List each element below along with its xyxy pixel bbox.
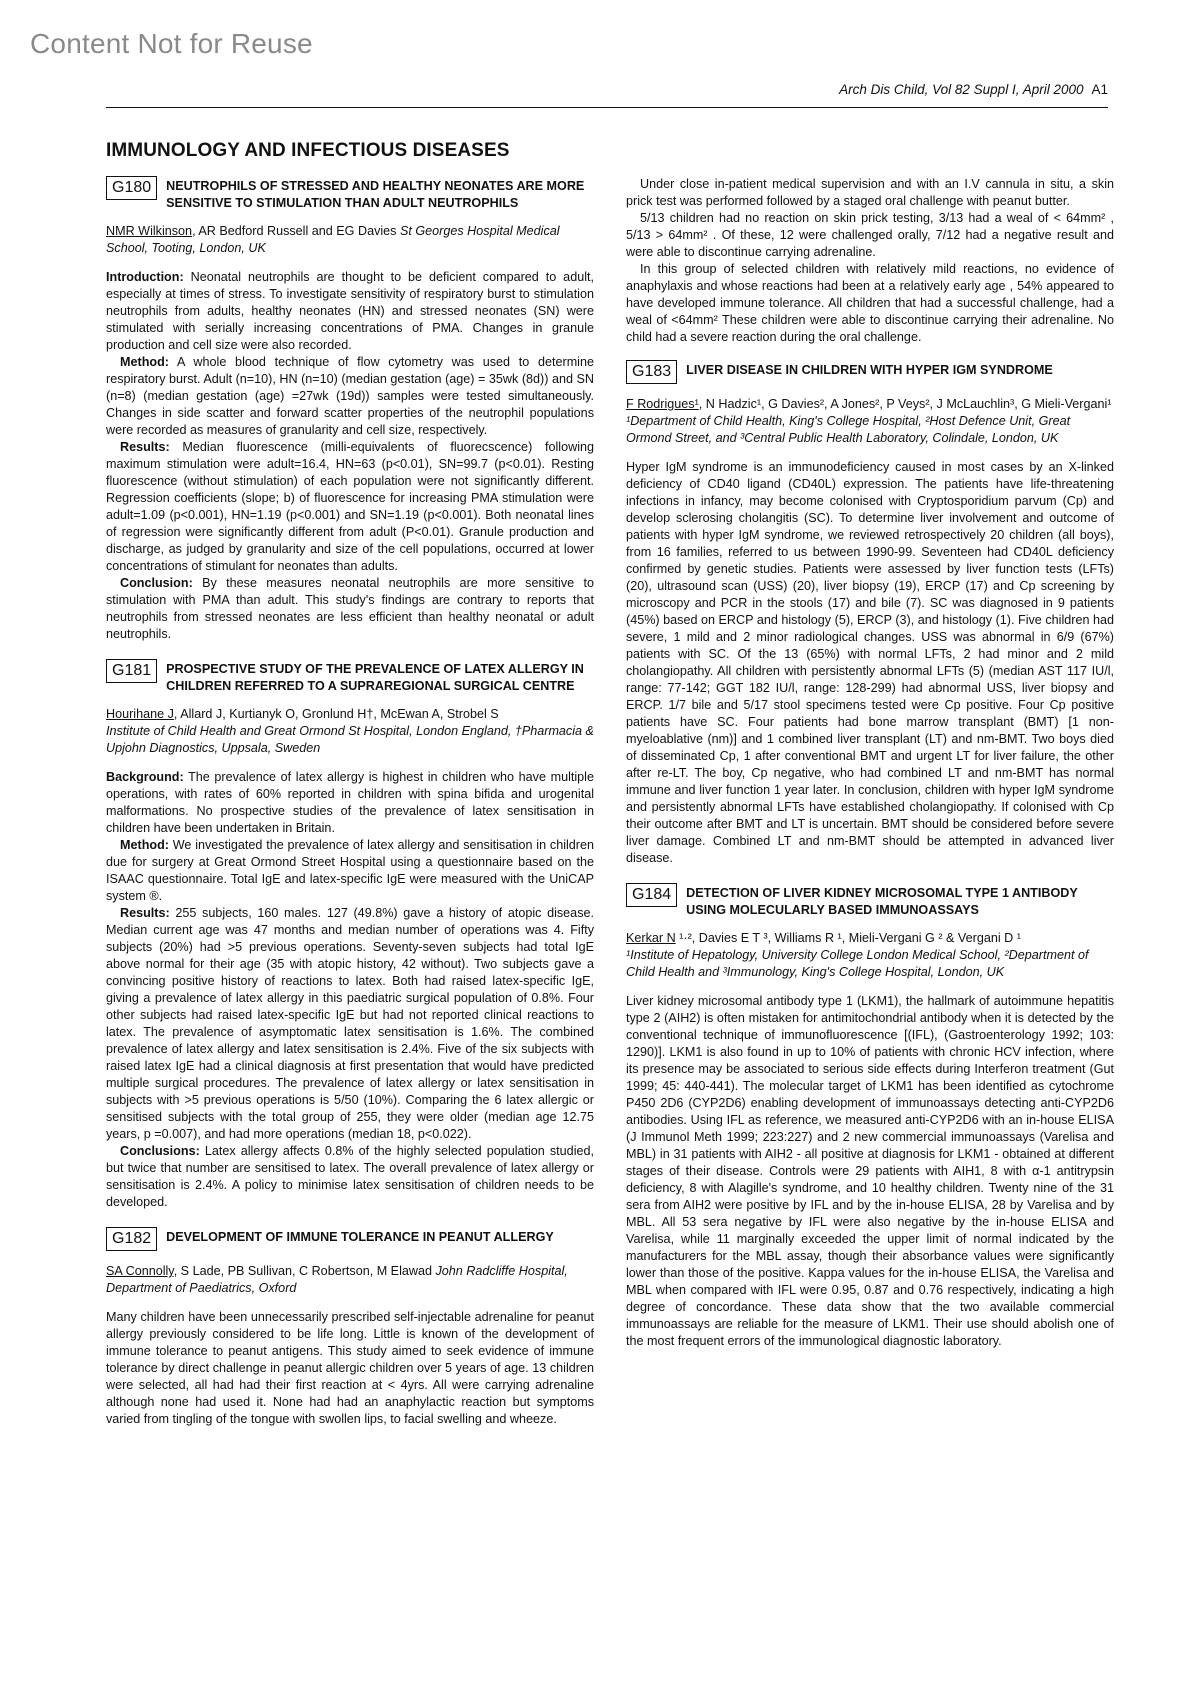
method-text: A whole blood technique of flow cytometry was used to determine respiratory burst. Adult (n=10), HN (n=10) (median gestation (age) = 35wk (8d)) and SN (n=8) (median gestation (age) =27wk (19d)) samples were tested simultaneously. Changes in side scatter and forward scatter properties of the neutrophil populations were recorded as measures of granularity and cell size, respectively. — [106, 355, 594, 437]
results-label: Results: — [120, 440, 170, 454]
journal-citation: Arch Dis Child, Vol 82 Suppl I, April 2000 — [839, 82, 1084, 97]
results-text: 255 subjects, 160 males. 127 (49.8%) gave a history of atopic disease. Median current age was 47 months and median number of operations was 4. Fifty subjects (20%) had >5 previous operations. Seventy-seven subjects had total IgE above normal for their age (35 with atopic history, 42 without). Two subjects gave a convincing positive history of reactions to latex. Both had raised latex-specific IgE, giving a prevalence of latex allergy in this paediatric surgical population of 0.8%. Four other subjects had raised latex-specific IgE but had not reported clinical reactions to latex. The prevalence of asymptomatic latex sensitisation is 1.6%. The combined prevalence of latex allergy and latex sensitisation is 2.4%. Five of the six subjects with raised latex IgE had a clinical diagnosis at first presentation that would have predicted multiple surgical procedures. The prevalence of latex allergy or latex sensitisation in subjects with >5 previous operations is 5/50 (10%). Comparing the 6 latex allergic or sensitised subjects with the total group of 255, they were older (median age 12.75 years, p =0.007), and had more operations (median 18, p<0.022). — [106, 906, 594, 1141]
presenting-author: Hourihane J — [106, 707, 174, 721]
abstract-header — [106, 1227, 594, 1251]
right-column — [626, 176, 1114, 1366]
conclusions-paragraph — [106, 1143, 594, 1211]
institution: Institute of Child Health and Great Ormond St Hospital, London England, †Pharmacia & Upjohn Diagnostics, Uppsala, Sweden — [106, 724, 594, 755]
body-paragraph: 5/13 children had no reaction on skin prick testing, 3/13 had a weal of < 64mm² , 5/13 > 64mm² . Of these, 12 were challenged orally, 7/12 had a negative result and were able to discontinue carrying adrenaline. — [626, 211, 1114, 259]
results-label: Results: — [120, 906, 170, 920]
abstract-g181 — [106, 659, 594, 1211]
body-paragraph: Under close in-patient medical supervision and with an I.V cannula in situ, a skin prick test was performed followed by a staged oral challenge with peanut butter. — [626, 177, 1114, 208]
co-authors: , S Lade, PB Sullivan, C Robertson, M Elawad — [173, 1264, 436, 1278]
author-line — [626, 930, 1114, 981]
method-label: Method: — [120, 355, 169, 369]
body-paragraph: Liver kidney microsomal antibody type 1 (LKM1), the hallmark of autoimmune hepatitis type 2 (AIH2) is often mistaken for antimitochondrial antibody when it is detected by the conventional technique of immunofluorescence [(IFL), (Gastroenterology 1992; 103: 1290)]. LKM1 is also found in up to 10% of patients with chronic HCV infection, where its presence may be associated to serious side effects during Interferon treatment (Gut 1999; 45: 440-441). The molecular target of LKM1 has been identified as cytochrome P450 2D6 (CYP2D6) enabling development of immunoassays detecting anti-CYP2D6 antibodies. Using IFL as reference, we measured anti-CYP2D6 with an in-house ELISA (J Immunol Meth 1999; 223:227) and 2 new commercial immunoassays (Varelisa and MBL) in 31 patients with AIH2 - all positive at diagnosis for LKM1 - obtained at different stages of their disease. Controls were 29 patients with AIH1, 8 with α-1 antitrypsin deficiency, 8 with Alagille's syndrome, and 10 healthy children. Twenty nine of the 31 sera from AIH2 were positive by IFL and by the in-house ELISA, 28 by Varelisa and by MBL. All 53 sera negative by IFL were also negative by the in-house ELISA and Varelisa, while 11 marginally exceeded the upper limit of normal indicated by the manufacturers for the MBL assay, though their absorbance values were significantly lower than those of the positive. Kappa values for the in-house ELISA, the Varelisa and MBL when compared with IFL were 0.95, 0.87 and 0.76 respectively, indicating a high degree of concordance. These data show that the two available commercial immunoassays are reliable for the measure of LKM1. Their use should abolish one of the most frequent errors of the immunological diagnostic laboratory. — [626, 994, 1114, 1348]
abstract-g180 — [106, 176, 594, 643]
abstract-title: NEUTROPHILS OF STRESSED AND HEALTHY NEONATES ARE MORE SENSITIVE TO STIMULATION THAN ADULT NEUTROPHILS — [166, 179, 585, 210]
results-text: Median fluorescence (milli-equivalents of fluorecscence) following maximum stimulation were adult=16.4, HN=63 (p<0.01), SN=99.7 (p<0.01). Resting fluorescence (without stimulation) of each population were not significantly different. Regression coefficients (slope; b) of fluorescence for increasing PMA stimulation were adult=1.09 (p<0.001), HN=1.19 (p<0.001) and SN=1.19 (p<0.001). Both neonatal lines of regression were significantly different from adult (P<0.01). Granule production and discharge, as judged by granularity and size of the cell populations, occurred at lower concentrations of stimulant for neonates than adults. — [106, 440, 594, 573]
presenting-author: SA Connolly — [106, 1264, 174, 1278]
co-authors: , N Hadzic¹, G Davies², A Jones², P Veys², J McLauchlin³, G Mieli-Vergani¹ — [698, 397, 1112, 411]
header-rule — [106, 107, 1108, 108]
author-line — [106, 706, 594, 757]
abstract-id: G183 — [626, 360, 677, 384]
abstract-g182 — [106, 1227, 594, 1428]
method-paragraph — [106, 354, 594, 439]
body-paragraph: Many children have been unnecessarily prescribed self-injectable adrenaline for peanut allergy previously considered to be life long. Little is known of the development of immune tolerance to peanut antigens. This study aimed to seek evidence of immune tolerance by direct challenge in peanut allergic children over 5 years of age. 13 children were selected, all had had their first reaction at < 4yrs. All were carrying adrenaline although none had used it. None had had an anaphylactic reaction but symptoms varied from tingling of the tongue with swollen lips, to facial swelling and wheeze. — [106, 1310, 594, 1426]
presenting-author: Kerkar N — [626, 931, 676, 945]
abstract-id: G181 — [106, 659, 157, 683]
author-line — [626, 396, 1114, 447]
presenting-author: F Rodrigues¹ — [626, 397, 699, 411]
results-paragraph — [106, 439, 594, 575]
abstract-id: G180 — [106, 176, 157, 200]
abstract-g182-continued — [626, 176, 1114, 346]
presenting-author: NMR Wilkinson — [106, 224, 193, 238]
method-text: We investigated the prevalence of latex allergy and sensitisation in children due for surgery at Great Ormond Street Hospital using a questionnaire based on the ISAAC questionnaire. Total IgE and latex-specific IgE were measured with the UniCAP system ®. — [106, 838, 594, 903]
institution: St Georges Hospital Medical School, Tooting, London, UK — [106, 224, 560, 255]
author-line — [106, 223, 594, 257]
background-paragraph — [106, 769, 594, 837]
background-text: The prevalence of latex allergy is highest in children who have multiple operations, with rates of 60% reported in children with spina bifida and urogenital malformations. No prospective studies of the prevalence of latex sensitisation in children have been undertaken in Britain. — [106, 770, 594, 835]
conclusion-text: By these measures neonatal neutrophils are more sensitive to stimulation with PMA than adult. This study's findings are contrary to reports that neutrophils from stressed neonates are less efficient than healthy neonatal or adult neutrophils. — [106, 576, 594, 641]
abstract-g184 — [626, 883, 1114, 1350]
conclusion-label: Conclusion: — [120, 576, 193, 590]
background-label: Background: — [106, 770, 184, 784]
introduction-label: Introduction: — [106, 270, 184, 284]
co-authors: , AR Bedford Russell and EG Davies — [192, 224, 400, 238]
co-authors: ¹·², Davies E T ³, Williams R ¹, Mieli-Vergani G ² & Vergani D ¹ — [675, 931, 1021, 945]
abstract-id: G182 — [106, 1227, 157, 1251]
abstract-title: DETECTION OF LIVER KIDNEY MICROSOMAL TYPE 1 ANTIBODY USING MOLECULARLY BASED IMMUNOASSAYS — [686, 886, 1078, 917]
introduction-paragraph — [106, 269, 594, 354]
page-number: A1 — [1091, 82, 1108, 97]
abstract-header — [626, 360, 1114, 384]
method-paragraph — [106, 837, 594, 905]
abstract-g183 — [626, 360, 1114, 867]
abstract-id: G184 — [626, 883, 677, 907]
abstract-title: DEVELOPMENT OF IMMUNE TOLERANCE IN PEANUT ALLERGY — [166, 1230, 554, 1244]
conclusions-label: Conclusions: — [120, 1144, 200, 1158]
institution: ¹Institute of Hepatology, University College London Medical School, ²Department of Child Health and ³Immunology, King's College Hospital, London, UK — [626, 948, 1089, 979]
introduction-text: Neonatal neutrophils are thought to be deficient compared to adult, especially at times of stress. To investigate sensitivity of respiratory burst to stimulation neutrophils from adults, healthy neonates (HN) and stressed neonates (SN) were stimulated with serially increasing concentrations of PMA. Changes in granule production and cell size were also recorded. — [106, 270, 594, 352]
running-head — [839, 82, 1108, 97]
author-line — [106, 1263, 594, 1297]
conclusion-paragraph — [106, 575, 594, 643]
abstract-title: LIVER DISEASE IN CHILDREN WITH HYPER IGM SYNDROME — [686, 363, 1053, 377]
institution: ¹Department of Child Health, King's College Hospital, ²Host Defence Unit, Great Ormond Street, and ³Central Public Health Laboratory, Colindale, London, UK — [626, 414, 1071, 445]
abstract-title: PROSPECTIVE STUDY OF THE PREVALENCE OF LATEX ALLERGY IN CHILDREN REFERRED TO A SUPRAREGIONAL SURGICAL CENTRE — [166, 662, 584, 693]
body-paragraph: In this group of selected children with relatively mild reactions, no evidence of anaphylaxis and whose reactions had been at a relatively early age , 54% appeared to have developed immune tolerance. All children that had a successful challenge, had a weal of <64mm² These children were able to discontinue carrying their adrenaline. No child had a severe reaction during the oral challenge. — [626, 262, 1114, 344]
method-label: Method: — [120, 838, 169, 852]
watermark: Content Not for Reuse — [30, 28, 313, 59]
abstract-header — [106, 176, 594, 211]
institution: John Radcliffe Hospital, Department of Paediatrics, Oxford — [106, 1264, 568, 1295]
body-paragraph: Hyper IgM syndrome is an immunodeficiency caused in most cases by an X-linked deficiency of CD40 ligand (CD40L) expression. The patients have life-threatening infections in infancy, may become colonised with Cryptosporidium parvum (Cp) and develop sclerosing cholangitis (SC). To determine liver involvement and outcome of patients with hyper IgM syndrome, we reviewed retrospectively 20 children (all boys), from 16 families, referred to us between 1990-99. Seventeen had CD40L deficiency confirmed by genetic studies. Patients were assessed by liver function tests (LFTs) (20), ultrasound scan (USS) (20), liver biopsy (19), ERCP (17) and Cp screening by microscopy and PCR in the stools (17) and bile (7). SC was diagnosed in 9 patients (45%) based on ERCP and histology (5), ERCP (3), and histology (1). Five children had severe, 1 mild and 2 minor radiological changes. USS was abnormal in 6/9 (67%) patients with SC. Of the 13 (65%) with normal LFTs, 2 had minor and 2 mild cholangiopathy. All children with persistently abnormal LFTs (5) (median AST 117 IU/l, range: 77-142; GGT 182 IU/l, range: 128-299) had abnormal USS, liver biopsy and ERCP. 1/7 bile and 5/17 stool specimens tested were Cp positive. Four Cp positive patients have SC. Four patients had bone marrow transplant (BMT) [1 non-myeloablative (nm)] and 1 combined liver transplant (LT) and nm-BMT. Two boys died of disseminated Cp, 1 after conventional BMT and urgent LT for liver failure, the other after re-LT. The boy, Cp negative, who had combined LT and nm-BMT has normal immune and liver function 1 year later. In conclusion, children with hyper IgM syndrome and persistently abnormal LFTs have established cholangiopathy. If colonised with Cp their outcome after BMT and LT is uncertain. BMT should be considered before severe liver damage. Combined LT and nm-BMT should be attempted in advanced liver disease. — [626, 460, 1114, 865]
co-authors: , Allard J, Kurtianyk O, Gronlund H†, McEwan A, Strobel S — [173, 707, 499, 721]
results-paragraph — [106, 905, 594, 1143]
abstract-header — [626, 883, 1114, 918]
left-column — [106, 176, 594, 1444]
conclusions-text: Latex allergy affects 0.8% of the highly selected population studied, but twice that number are sensitised to latex. The overall prevalence of latex allergy or sensitisation is 2.4%. A policy to minimise latex sensitisation of children needs to be developed. — [106, 1144, 594, 1209]
section-title: IMMUNOLOGY AND INFECTIOUS DISEASES — [106, 140, 510, 161]
abstract-header — [106, 659, 594, 694]
